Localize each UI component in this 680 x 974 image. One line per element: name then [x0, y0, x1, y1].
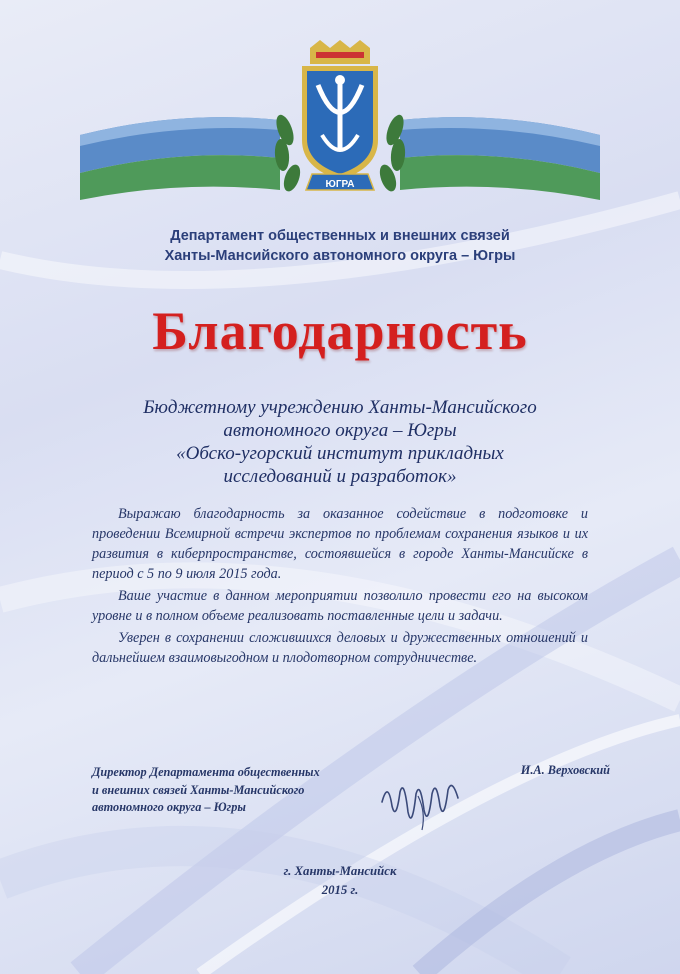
year: 2015 г.: [321, 883, 359, 897]
handwritten-signature: [378, 772, 468, 832]
signatory-role-line-3: автономного округа – Югры: [92, 800, 246, 814]
left-flag: [80, 117, 280, 200]
recipient-line-3: «Обско-угорский институт прикладных: [176, 443, 504, 464]
body-paragraph-1: Выражаю благодарность за оказанное содействие в подготовке и проведении Всемирной встречи экспертов по проблемам сохранения языков и их развития в киберпространстве, состоявшейся в городе Ханты-Мансийске в период с 5 по 9 июля 2015 года.: [92, 506, 588, 582]
place-and-date: [0, 862, 680, 900]
body-paragraph-2: Ваше участие в данном мероприятии позволило провести его на высоком уровне и в полном объеме реализовать поставленные цели и задачи.: [92, 588, 588, 624]
department-name: [0, 226, 680, 266]
shield: [302, 66, 378, 180]
document-title: Благодарность: [152, 301, 528, 361]
crown: [310, 40, 370, 64]
signatory-name: И.А. Верховский: [520, 763, 610, 777]
right-flag: [400, 117, 600, 200]
recipient-line-1: Бюджетному учреждению Ханты-Мансийского: [143, 397, 537, 418]
recipient-line-4: исследований и разработок»: [223, 466, 457, 487]
letter-body: [92, 504, 588, 670]
signatory-role-line-1: Директор Департамента общественных: [92, 765, 320, 779]
recipient-line-2: автономного округа – Югры: [223, 420, 457, 441]
emblem-banner: [70, 40, 610, 200]
ribbon-text: ЮГРА: [325, 179, 355, 190]
department-line-1: Департамент общественных и внешних связей: [170, 228, 510, 244]
signatory-role: [92, 764, 392, 817]
recipient-block: [0, 396, 680, 488]
department-line-2: Ханты-Мансийского автономного округа – Югры: [164, 248, 516, 264]
city: г. Ханты-Мансийск: [283, 864, 397, 878]
body-paragraph-3: Уверен в сохранении сложившихся деловых и дружественных отношений и дальнейшем взаимовыгодном и плодотворном сотрудничестве.: [92, 630, 588, 666]
signatory-role-line-2: и внешних связей Ханты-Мансийского: [92, 782, 305, 797]
emblem-ribbon: [306, 174, 374, 190]
